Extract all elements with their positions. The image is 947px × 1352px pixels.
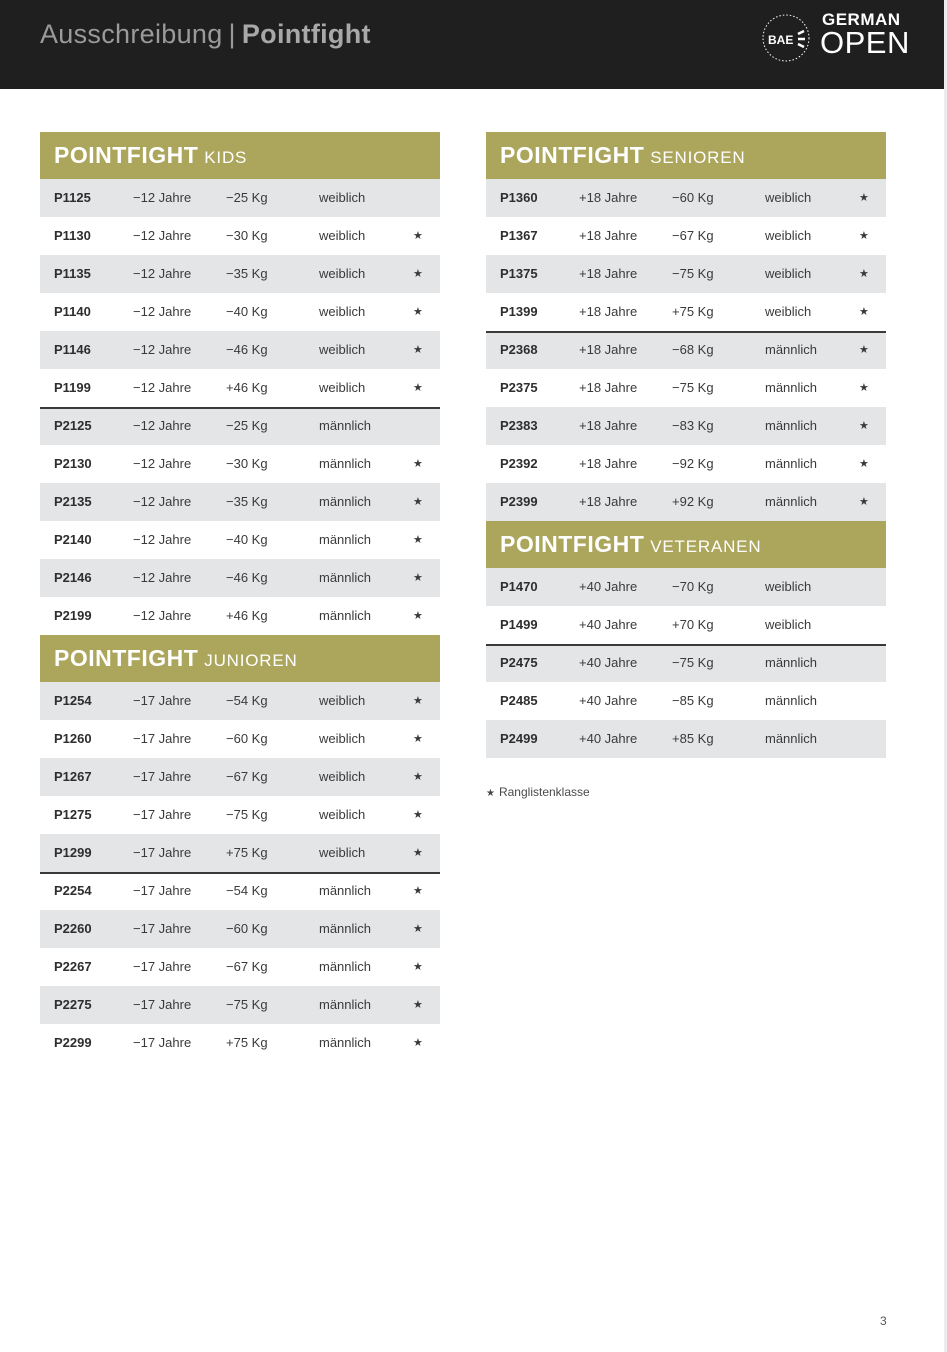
table-row xyxy=(40,483,440,521)
section-title: POINTFIGHT xyxy=(54,645,199,671)
weight-class: −67 Kg xyxy=(226,769,268,784)
section-header xyxy=(40,132,440,179)
gender: weiblich xyxy=(319,380,366,395)
category-code: P1135 xyxy=(54,266,91,281)
table-row xyxy=(40,559,440,597)
star-icon: ★ xyxy=(413,306,423,318)
weight-class: −35 Kg xyxy=(226,266,268,281)
age-class: −12 Jahre xyxy=(133,304,192,319)
gender: männlich xyxy=(319,959,372,974)
star-icon: ★ xyxy=(859,268,869,280)
weight-class: +75 Kg xyxy=(226,1035,268,1050)
weight-class: +75 Kg xyxy=(672,304,714,319)
table-row xyxy=(40,758,440,796)
weight-class: −75 Kg xyxy=(226,807,268,822)
table-row xyxy=(486,483,886,521)
weight-class: −54 Kg xyxy=(226,883,268,898)
table-row xyxy=(40,910,440,948)
gender: weiblich xyxy=(319,807,366,822)
german-open-logo xyxy=(760,8,910,64)
category-code: P2275 xyxy=(54,997,92,1012)
legend-text: Ranglistenklasse xyxy=(498,785,590,799)
gender: weiblich xyxy=(765,266,812,281)
age-class: −17 Jahre xyxy=(133,731,192,746)
section-header xyxy=(40,635,440,682)
seal-text: BAE xyxy=(768,33,794,47)
category-code: P2146 xyxy=(54,570,92,585)
age-class: +18 Jahre xyxy=(579,418,638,433)
table-row xyxy=(40,948,440,986)
age-class: +40 Jahre xyxy=(579,731,638,746)
weight-class: −46 Kg xyxy=(226,342,268,357)
weight-class: −25 Kg xyxy=(226,190,268,205)
category-code: P2485 xyxy=(500,693,538,708)
weight-class: −68 Kg xyxy=(672,342,714,357)
table-row xyxy=(40,521,440,559)
section-subtitle: KIDS xyxy=(204,148,248,167)
weight-class: −70 Kg xyxy=(672,579,714,594)
table-row xyxy=(40,720,440,758)
weight-class: −83 Kg xyxy=(672,418,714,433)
weight-class: +92 Kg xyxy=(672,494,714,509)
weight-class: −60 Kg xyxy=(226,731,268,746)
weight-class: −67 Kg xyxy=(672,228,714,243)
age-class: −17 Jahre xyxy=(133,883,192,898)
age-class: −12 Jahre xyxy=(133,532,192,547)
star-icon: ★ xyxy=(413,344,423,356)
age-class: −17 Jahre xyxy=(133,959,192,974)
table-row xyxy=(40,597,440,635)
table-row xyxy=(486,682,886,720)
category-code: P1299 xyxy=(54,845,92,860)
section-title: POINTFIGHT xyxy=(500,531,645,557)
star-icon: ★ xyxy=(859,306,869,318)
gender: weiblich xyxy=(319,304,366,319)
category-code: P2299 xyxy=(54,1035,92,1050)
age-class: −12 Jahre xyxy=(133,456,192,471)
star-icon: ★ xyxy=(859,458,869,470)
category-code: P2267 xyxy=(54,959,92,974)
category-code: P2199 xyxy=(54,608,92,623)
table-row xyxy=(486,331,886,369)
weight-class: +70 Kg xyxy=(672,617,714,632)
gender: männlich xyxy=(319,608,372,623)
category-code: P2260 xyxy=(54,921,92,936)
gender: weiblich xyxy=(319,228,366,243)
category-code: P1130 xyxy=(54,228,91,243)
star-icon: ★ xyxy=(413,268,423,280)
table-row xyxy=(40,407,440,445)
section-veteranen xyxy=(486,521,886,758)
gender: männlich xyxy=(319,1035,372,1050)
table-row xyxy=(40,293,440,331)
age-class: +18 Jahre xyxy=(579,304,638,319)
category-code: P1140 xyxy=(54,304,91,319)
category-table xyxy=(40,682,440,1062)
title-separator: | xyxy=(228,19,236,49)
weight-class: −46 Kg xyxy=(226,570,268,585)
category-code: P1367 xyxy=(500,228,538,243)
age-class: −12 Jahre xyxy=(133,418,192,433)
table-row xyxy=(486,407,886,445)
gender: männlich xyxy=(319,997,372,1012)
gender: männlich xyxy=(319,883,372,898)
weight-class: −75 Kg xyxy=(672,266,714,281)
table-row xyxy=(486,644,886,682)
category-code: P1199 xyxy=(54,380,91,395)
category-code: P2254 xyxy=(54,883,92,898)
star-icon: ★ xyxy=(413,771,423,783)
table-row xyxy=(40,796,440,834)
table-row xyxy=(40,217,440,255)
weight-class: −25 Kg xyxy=(226,418,268,433)
gender: weiblich xyxy=(319,731,366,746)
age-class: +40 Jahre xyxy=(579,579,638,594)
table-row xyxy=(40,872,440,910)
star-icon: ★ xyxy=(859,496,869,508)
table-row xyxy=(40,445,440,483)
section-kids xyxy=(40,132,440,635)
gender: männlich xyxy=(765,731,818,746)
gender: weiblich xyxy=(319,693,366,708)
age-class: +18 Jahre xyxy=(579,494,638,509)
category-code: P1360 xyxy=(500,190,538,205)
gender: männlich xyxy=(765,456,818,471)
star-icon: ★ xyxy=(859,344,869,356)
weight-class: −67 Kg xyxy=(226,959,268,974)
star-icon: ★ xyxy=(413,230,423,242)
category-code: P1275 xyxy=(54,807,92,822)
table-row xyxy=(486,369,886,407)
age-class: +18 Jahre xyxy=(579,456,638,471)
weight-class: −60 Kg xyxy=(672,190,714,205)
category-code: P2375 xyxy=(500,380,538,395)
gender: männlich xyxy=(319,456,372,471)
category-table xyxy=(40,179,440,635)
gender: männlich xyxy=(765,342,818,357)
star-icon: ★ xyxy=(413,923,423,935)
weight-class: +75 Kg xyxy=(226,845,268,860)
star-icon: ★ xyxy=(413,382,423,394)
star-icon: ★ xyxy=(859,382,869,394)
gender: weiblich xyxy=(765,190,812,205)
section-header xyxy=(486,132,886,179)
table-row xyxy=(40,682,440,720)
star-icon: ★ xyxy=(413,885,423,897)
category-code: P2475 xyxy=(500,655,538,670)
weight-class: −60 Kg xyxy=(226,921,268,936)
age-class: −12 Jahre xyxy=(133,380,192,395)
age-class: −17 Jahre xyxy=(133,997,192,1012)
gender: weiblich xyxy=(765,579,812,594)
section-title: POINTFIGHT xyxy=(500,142,645,168)
category-code: P2368 xyxy=(500,342,538,357)
category-table xyxy=(486,179,886,521)
category-code: P2383 xyxy=(500,418,538,433)
age-class: +18 Jahre xyxy=(579,228,638,243)
star-icon: ★ xyxy=(413,809,423,821)
gender: weiblich xyxy=(319,266,366,281)
section-title: POINTFIGHT xyxy=(54,142,199,168)
category-code: P2140 xyxy=(54,532,92,547)
gender: männlich xyxy=(319,532,372,547)
age-class: −12 Jahre xyxy=(133,342,192,357)
title-light: Ausschreibung xyxy=(40,19,223,49)
gender: männlich xyxy=(765,418,818,433)
age-class: −12 Jahre xyxy=(133,570,192,585)
gender: männlich xyxy=(319,570,372,585)
table-row xyxy=(40,834,440,872)
category-code: P1146 xyxy=(54,342,91,357)
star-icon: ★ xyxy=(413,458,423,470)
bae-seal-icon xyxy=(760,12,812,64)
category-code: P2130 xyxy=(54,456,92,471)
weight-class: +46 Kg xyxy=(226,380,268,395)
table-row xyxy=(486,568,886,606)
age-class: −17 Jahre xyxy=(133,921,192,936)
right-column xyxy=(486,132,886,758)
age-class: +40 Jahre xyxy=(579,617,638,632)
star-icon: ★ xyxy=(413,496,423,508)
star-icon: ★ xyxy=(859,420,869,432)
weight-class: −75 Kg xyxy=(226,997,268,1012)
section-header xyxy=(486,521,886,568)
weight-class: −40 Kg xyxy=(226,532,268,547)
table-row xyxy=(486,179,886,217)
star-icon: ★ xyxy=(413,733,423,745)
weight-class: −30 Kg xyxy=(226,456,268,471)
table-row xyxy=(40,986,440,1024)
star-icon: ★ xyxy=(413,847,423,859)
weight-class: −75 Kg xyxy=(672,380,714,395)
category-code: P1470 xyxy=(500,579,538,594)
table-row xyxy=(40,179,440,217)
document-title xyxy=(40,19,371,50)
gender: männlich xyxy=(765,693,818,708)
gender: weiblich xyxy=(319,190,366,205)
table-row xyxy=(486,255,886,293)
star-icon: ★ xyxy=(413,572,423,584)
section-senioren xyxy=(486,132,886,521)
logo-line-open: OPEN xyxy=(820,25,910,60)
star-icon: ★ xyxy=(413,1037,423,1049)
table-row xyxy=(40,331,440,369)
category-code: P1499 xyxy=(500,617,538,632)
title-bold: Pointfight xyxy=(241,19,371,49)
page-number: 3 xyxy=(880,1314,887,1328)
age-class: −17 Jahre xyxy=(133,807,192,822)
header-bar xyxy=(0,0,944,89)
age-class: −17 Jahre xyxy=(133,693,192,708)
gender: männlich xyxy=(765,655,818,670)
gender: männlich xyxy=(765,380,818,395)
age-class: +40 Jahre xyxy=(579,655,638,670)
gender: weiblich xyxy=(319,845,366,860)
table-row xyxy=(486,720,886,758)
weight-class: −40 Kg xyxy=(226,304,268,319)
weight-class: −54 Kg xyxy=(226,693,268,708)
category-code: P2125 xyxy=(54,418,92,433)
age-class: +18 Jahre xyxy=(579,380,638,395)
category-code: P1260 xyxy=(54,731,92,746)
category-code: P2135 xyxy=(54,494,92,509)
age-class: +18 Jahre xyxy=(579,266,638,281)
weight-class: −75 Kg xyxy=(672,655,714,670)
gender: männlich xyxy=(765,494,818,509)
table-row xyxy=(40,369,440,407)
star-icon: ★ xyxy=(859,192,869,204)
star-icon: ★ xyxy=(413,999,423,1011)
star-icon: ★ xyxy=(413,534,423,546)
gender: weiblich xyxy=(765,228,812,243)
table-row xyxy=(40,255,440,293)
age-class: +18 Jahre xyxy=(579,190,638,205)
left-column xyxy=(40,132,440,1062)
category-code: P1375 xyxy=(500,266,538,281)
table-row xyxy=(486,217,886,255)
star-icon: ★ xyxy=(859,230,869,242)
star-icon: ★ xyxy=(413,695,423,707)
age-class: −17 Jahre xyxy=(133,769,192,784)
section-junioren xyxy=(40,635,440,1062)
section-subtitle: VETERANEN xyxy=(650,537,762,556)
weight-class: −85 Kg xyxy=(672,693,714,708)
section-subtitle: SENIOREN xyxy=(650,148,746,167)
age-class: −17 Jahre xyxy=(133,1035,192,1050)
category-code: P2392 xyxy=(500,456,538,471)
category-table xyxy=(486,568,886,758)
weight-class: +85 Kg xyxy=(672,731,714,746)
category-code: P1125 xyxy=(54,190,91,205)
gender: weiblich xyxy=(319,342,366,357)
age-class: +18 Jahre xyxy=(579,342,638,357)
star-icon: ★ xyxy=(413,961,423,973)
star-icon: ★ xyxy=(413,610,423,622)
category-code: P1254 xyxy=(54,693,92,708)
table-row xyxy=(486,293,886,331)
age-class: −17 Jahre xyxy=(133,845,192,860)
legend xyxy=(486,785,590,799)
category-code: P1399 xyxy=(500,304,538,319)
section-subtitle: JUNIOREN xyxy=(204,651,298,670)
gender: männlich xyxy=(319,494,372,509)
age-class: −12 Jahre xyxy=(133,494,192,509)
weight-class: −92 Kg xyxy=(672,456,714,471)
weight-class: −30 Kg xyxy=(226,228,268,243)
gender: weiblich xyxy=(765,304,812,319)
weight-class: +46 Kg xyxy=(226,608,268,623)
table-row xyxy=(486,445,886,483)
logo-line-german: GERMAN xyxy=(822,10,901,29)
table-row xyxy=(40,1024,440,1062)
age-class: +40 Jahre xyxy=(579,693,638,708)
weight-class: −35 Kg xyxy=(226,494,268,509)
gender: männlich xyxy=(319,921,372,936)
age-class: −12 Jahre xyxy=(133,228,192,243)
star-icon: ★ xyxy=(486,788,495,799)
gender: weiblich xyxy=(765,617,812,632)
age-class: −12 Jahre xyxy=(133,266,192,281)
age-class: −12 Jahre xyxy=(133,608,192,623)
category-code: P1267 xyxy=(54,769,92,784)
gender: weiblich xyxy=(319,769,366,784)
age-class: −12 Jahre xyxy=(133,190,192,205)
category-code: P2499 xyxy=(500,731,538,746)
gender: männlich xyxy=(319,418,372,433)
category-code: P2399 xyxy=(500,494,538,509)
table-row xyxy=(486,606,886,644)
